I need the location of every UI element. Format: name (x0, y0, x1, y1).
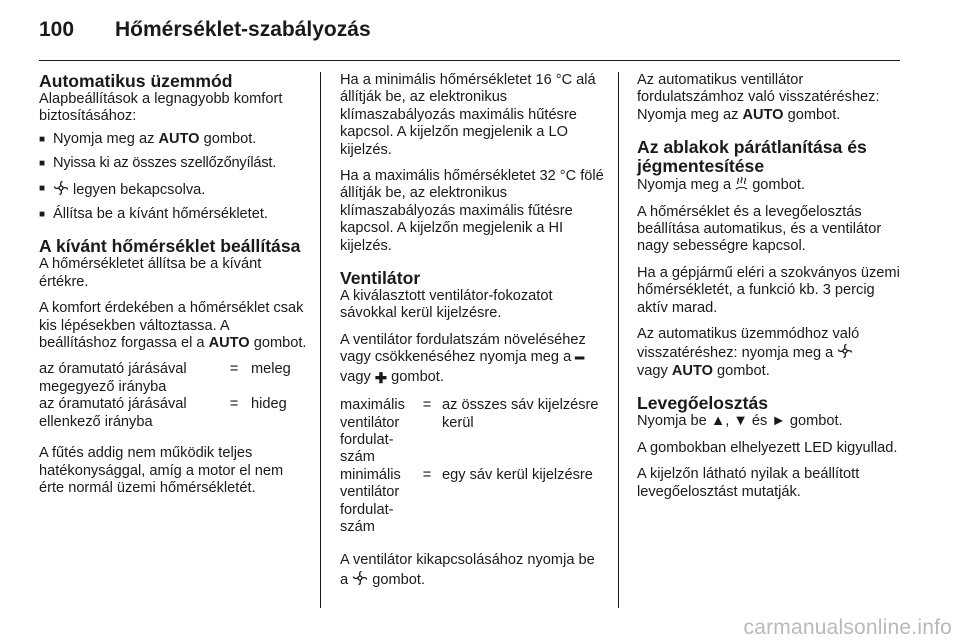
auto-mode-intro: Alapbeállítások a legnagyobb komfort biztosításához: (39, 91, 283, 125)
table-row: maximális ventilátor fordulat-szám = az összes sáv kijelzésre kerül (340, 397, 599, 466)
minus-icon: ━ (575, 351, 585, 368)
column-3 (637, 72, 902, 510)
desired-temp-p2: A komfort érdekében a hőmérséklet csak kis lépésekben változtassa. A beállításhoz forgassa el a AUTO gombot. (39, 300, 307, 352)
header-divider (39, 60, 900, 61)
bullet-icon: ■ (39, 133, 46, 145)
defrost-p1: Nyomja meg a gombot. (637, 177, 805, 194)
arrow-down-icon: ▼ (733, 413, 748, 430)
defrost-p3: Ha a gépjármű eléri a szokványos üzemi hőmérsékletét, a funkció kb. 3 percig aktív marad. (637, 264, 900, 316)
fan-icon (352, 570, 368, 586)
heating-note: A fűtés addig nem működik teljes hatékonysággal, amíg a motor el nem érte normál üzemi hőmérsékletét. (39, 445, 284, 496)
list-item: ■ Állítsa be a kívánt hőmérsékletet. (39, 206, 268, 223)
max-temp-text: Ha a maximális hőmérsékletet 32 °C fölé állítják be, az elektronikus klímaszabályozás maximális fűtésre kapcsol. A kijelzőn megjelenik a HI kijelzés. (340, 168, 604, 254)
list-item: ■ Nyomja meg az AUTO gombot. (39, 130, 257, 147)
page-number: 100 (39, 18, 75, 41)
defrost-p4: Az automatikus üzemmódhoz való visszatéréshez: nyomja meg a vagy AUTO gombot. (637, 326, 860, 379)
arrow-right-icon: ► (771, 413, 786, 430)
list-item: ■ Nyissa ki az összes szellőzőnyílást. (39, 155, 277, 172)
desired-temp-p1: A hőmérsékletet állítsa be a kívánt értékre. (39, 256, 262, 290)
column-divider-1 (320, 72, 321, 608)
min-temp-text: Ha a minimális hőmérsékletet 16 °C alá állítják be, az elektronikus klímaszabályozás maximális hűtésre kapcsol. A kijelzőn megjelenik a LO kijelzés. (340, 72, 596, 158)
air-distribution-heading: Levegőelosztás (637, 393, 769, 414)
air-distribution-p2: A gombokban elhelyezett LED kigyullad. (637, 439, 898, 456)
bullet-icon: ■ (39, 182, 46, 194)
air-distribution-p3: A kijelzőn látható nyilak a beállított levegőelosztást mutatják. (637, 466, 860, 500)
auto-fan-text: Az automatikus ventillátor fordulatszámhoz való visszatéréshez: Nyomja meg az AUTO gombot. (637, 72, 880, 123)
column-1 (39, 72, 309, 506)
direction-table (39, 361, 291, 431)
desired-temp-heading: A kívánt hőmérséklet beállítása (39, 236, 301, 257)
column-divider-2 (618, 72, 619, 608)
fan-icon (837, 343, 853, 359)
fan-speed-table (340, 397, 605, 536)
table-row: minimális ventilátor fordulat-szám = egy sáv kerül kijelzésre (340, 466, 593, 535)
table-row: az óramutató járásával megegyező irányba = meleg (39, 361, 291, 395)
list-item: ■ legyen bekapcsolva. (39, 181, 206, 198)
air-distribution-p1: Nyomja be ▲, ▼ és ► gombot. (637, 413, 843, 430)
defrost-p2: A hőmérséklet és a levegőelosztás beállítása automatikus, és a ventilátor nagy sebességre kapcsol. (637, 203, 882, 255)
fan-icon (53, 180, 69, 196)
column-2 (340, 72, 605, 598)
auto-button-label: AUTO (158, 130, 200, 147)
page-header (39, 14, 371, 46)
defrost-heading: Az ablakok párátlanítása és jégmentesítése (637, 137, 867, 177)
page-title: Hőmérséklet-szabályozás (115, 18, 371, 41)
fan-off-text: A ventilátor kikapcsolásához nyomja be a gombot. (340, 552, 595, 588)
fan-heading: Ventilátor (340, 268, 421, 289)
auto-mode-list (39, 131, 309, 224)
fan-p2: A ventilátor fordulatszám növeléséhez vagy csökkenéséhez nyomja meg a ━ vagy ✚ gombot. (340, 331, 586, 387)
plus-icon: ✚ (374, 370, 388, 387)
table-row: az óramutató járásával ellenkező irányba = hideg (39, 396, 287, 430)
bullet-icon: ■ (39, 209, 46, 221)
auto-mode-heading: Automatikus üzemmód (39, 71, 233, 91)
windscreen-defrost-icon (735, 176, 748, 191)
fan-p1: A kiválasztott ventilátor-fokozatot sávokkal kerül kijelzésre. (340, 288, 553, 322)
bullet-icon: ■ (39, 158, 46, 170)
arrow-up-icon: ▲ (710, 413, 726, 430)
watermark: carmanualsonline.info (743, 616, 952, 639)
